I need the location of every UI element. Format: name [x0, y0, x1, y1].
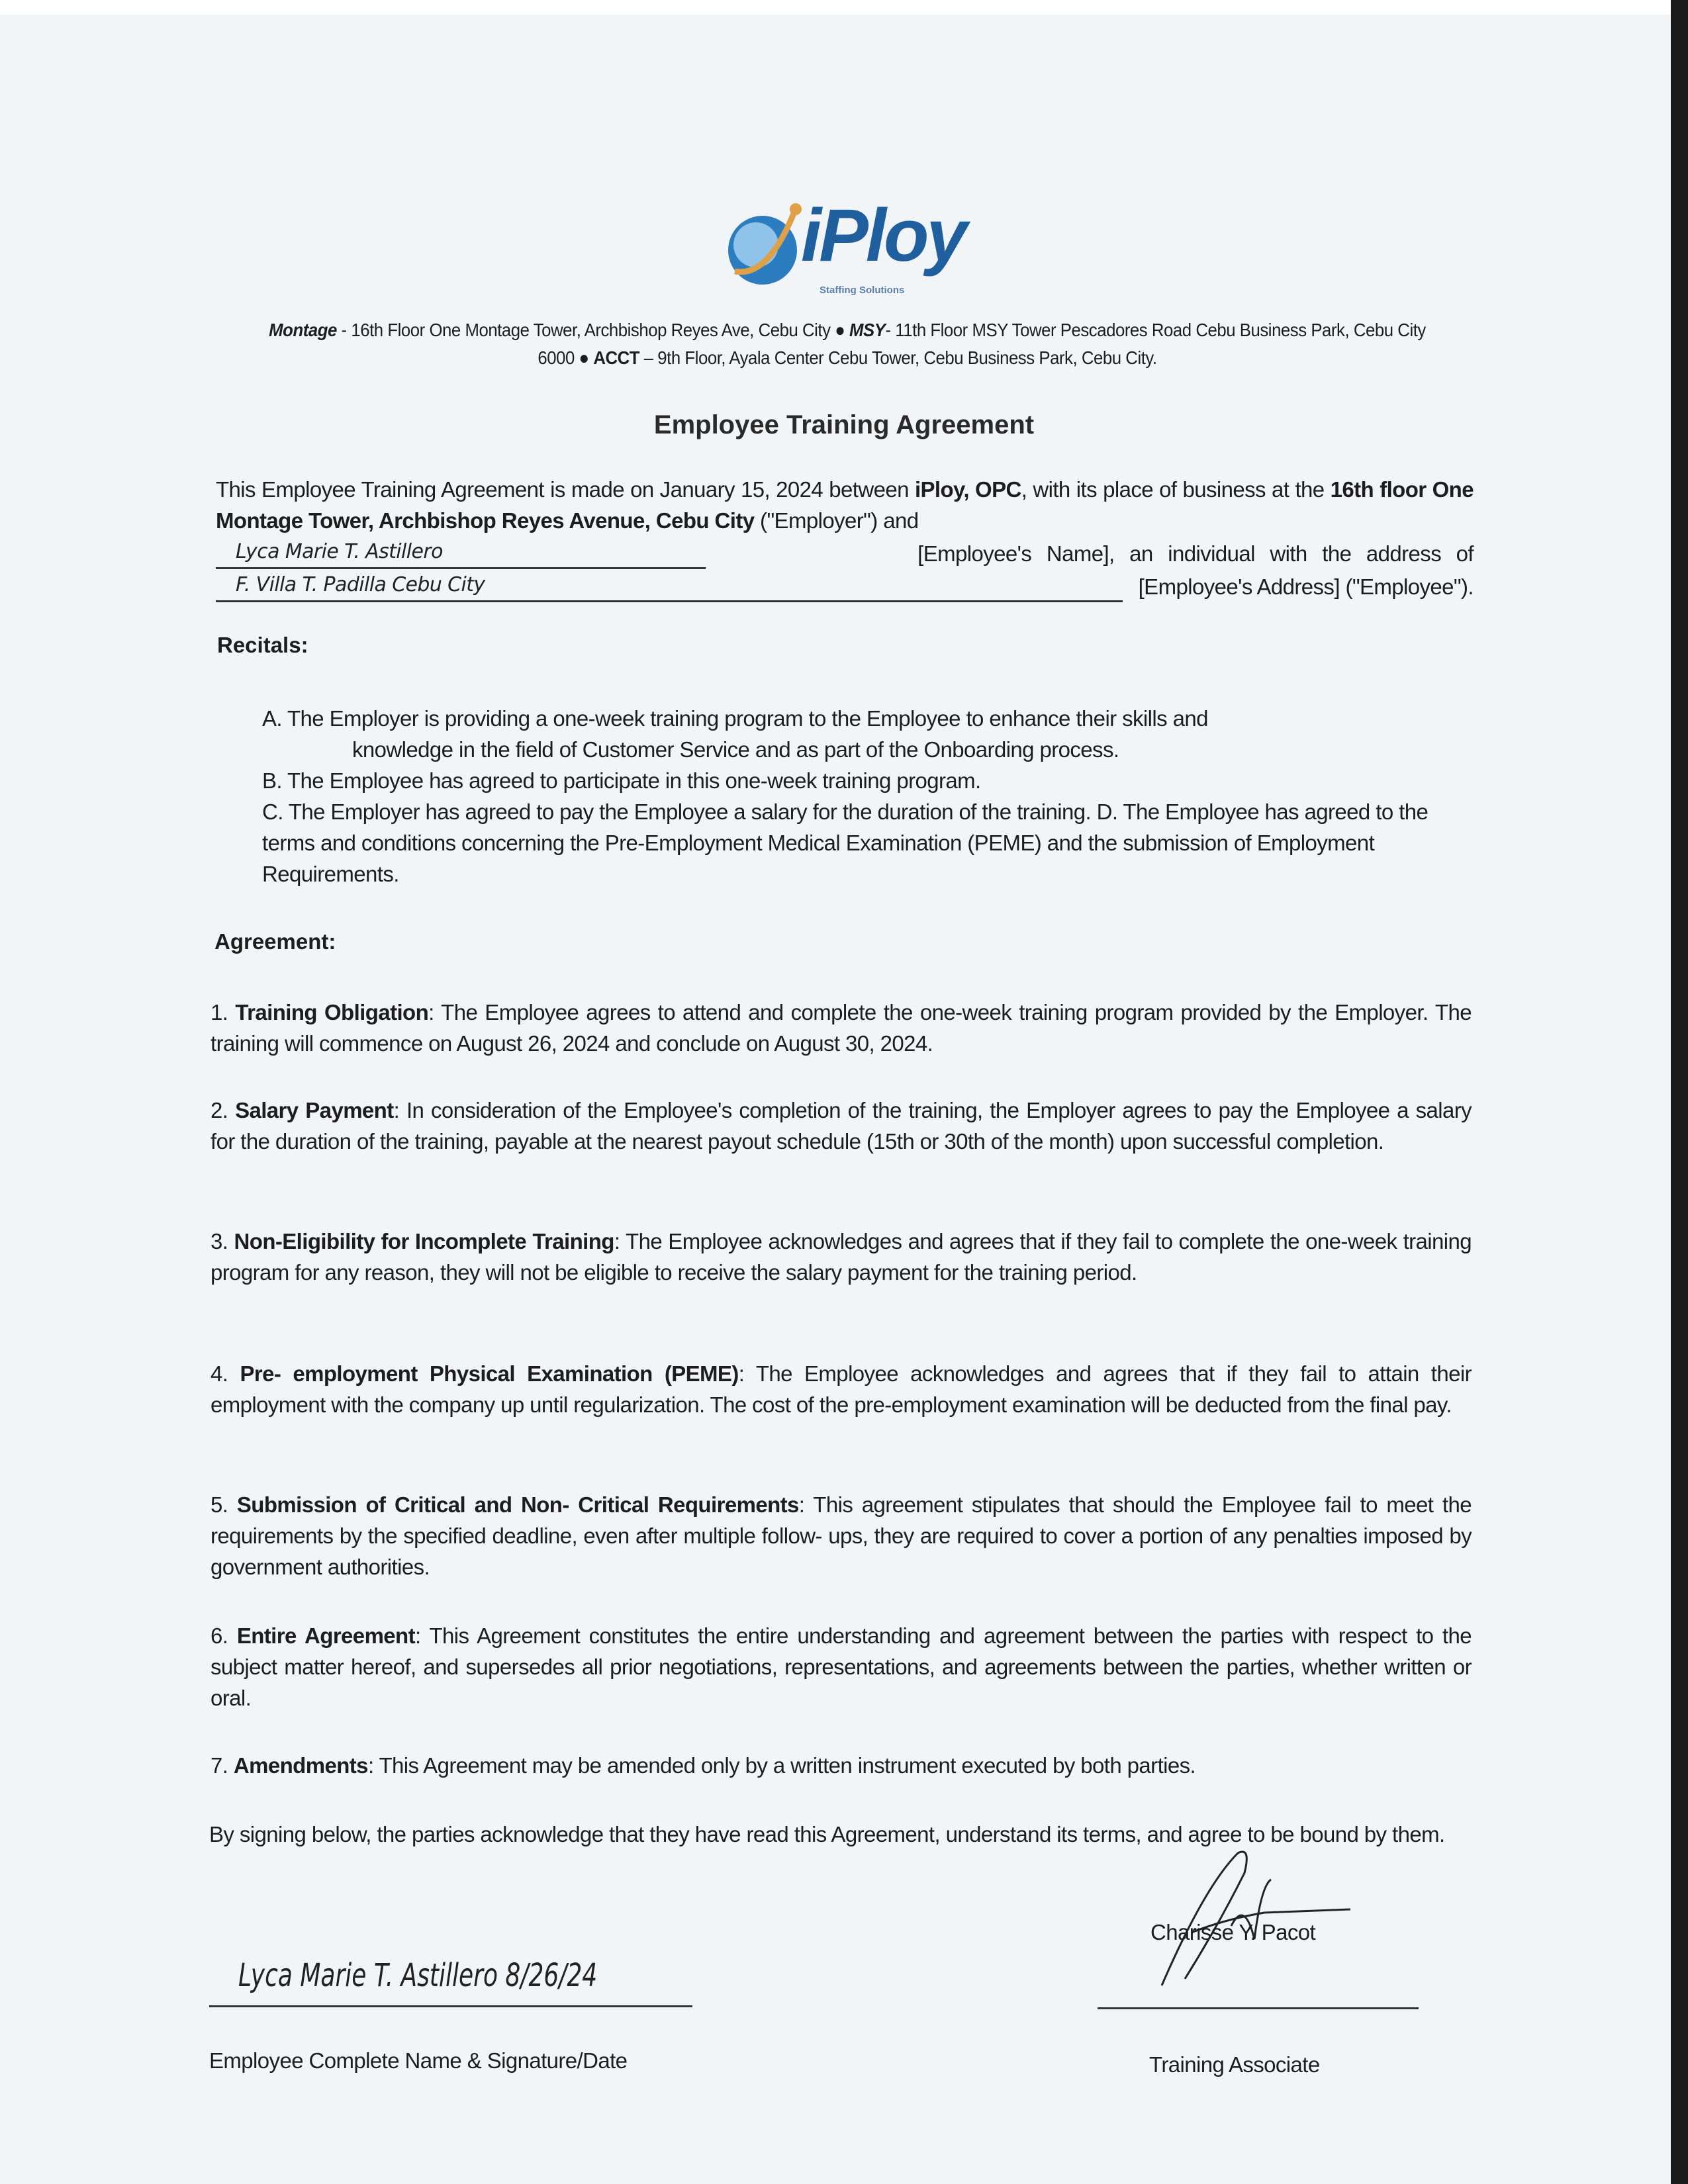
- acct-address: – 9th Floor, Ayala Center Cebu Tower, Cebu Business Park, Cebu City.: [639, 347, 1157, 368]
- intro-lead: [216, 474, 1474, 536]
- intro-text: [Employee's Name], an individual with the address of: [917, 541, 1474, 566]
- recital-c: C. The Employer has agreed to pay the Employee a salary for the duration of the training. D. The Employee has agreed to the terms and conditions concerning the Pre-Employment Medical Examination (PEME) and the submission of Employment Requirements.: [262, 799, 1429, 886]
- intro-paragraph: [216, 474, 1474, 602]
- agreement-item-6: [211, 1620, 1472, 1713]
- msy-address: - 11th Floor MSY Tower Pescadores Road Cebu Business Park, Cebu City 6000 ●: [538, 320, 1426, 368]
- agreement-text: Amendments: [233, 1753, 368, 1778]
- agreement-item-4: [211, 1358, 1472, 1420]
- acct-label: ACCT: [593, 347, 640, 368]
- agreement-text: : The Employee acknowledges and agrees that if they fail to complete the one-week training program for any reason, they will not be eligible to receive the salary payment for the training period.: [211, 1229, 1472, 1285]
- recital-a-cont: knowledge in the field of Customer Service and as part of the Onboarding process.: [352, 737, 1119, 762]
- agreement-heading: Agreement:: [214, 929, 336, 954]
- agreement-text: : This agreement stipulates that should the Employee fail to meet the requirements by the specified deadline, even after multiple follow- ups, they are required to cover a portion of any penalties imposed by government authorities.: [211, 1492, 1472, 1579]
- associate-name: Charisse Y. Pacot: [1150, 1920, 1316, 1944]
- agreement-text: : In consideration of the Employee's completion of the training, the Employer agrees to pay the Employee a salary for the duration of the training, payable at the nearest payout schedule (15th or 30th of the month) upon successful completion.: [211, 1098, 1472, 1154]
- associate-signature-line: [1098, 2007, 1419, 2009]
- agreement-text: 1.: [211, 1000, 236, 1024]
- montage-label: Montage: [269, 320, 337, 340]
- employer-name: iPloy, OPC: [914, 477, 1021, 502]
- agreement-item-3: [211, 1226, 1472, 1288]
- intro-text: This Employee Training Agreement is made on January 15, 2024 between: [216, 477, 915, 502]
- agreement-text: 2.: [211, 1098, 236, 1122]
- agreement-text: 6.: [211, 1623, 237, 1648]
- recitals-heading: Recitals:: [217, 633, 308, 657]
- agreement-text: Training Obligation: [235, 1000, 429, 1024]
- msy-label: MSY: [849, 320, 886, 340]
- agreement-text: : This Agreement may be amended only by a written instrument executed by both parties.: [367, 1753, 1196, 1778]
- iploy-logo: [722, 194, 1000, 308]
- agreement-text: : The Employee agrees to attend and complete the one-week training program provided by the Employer. The training will commence on August 26, 2024 and conclude on August 30, 2024.: [211, 1000, 1472, 1056]
- logo-wordmark: iPloy: [801, 194, 965, 277]
- globe-icon: [722, 199, 808, 298]
- document-title: Employee Training Agreement: [653, 410, 1035, 439]
- agreement-text: Non-Eligibility for Incomplete Training: [234, 1229, 614, 1253]
- employee-signature: Lyca Marie T. Astillero 8/26/24: [238, 1957, 598, 1994]
- agreement-text: Submission of Critical and Non- Critical Requirements: [236, 1492, 799, 1517]
- employee-signature-label: Employee Complete Name & Signature/Date: [209, 2048, 628, 2073]
- agreement-text: 7.: [211, 1753, 234, 1778]
- intro-text: ("Employer") and: [754, 508, 919, 533]
- agreement-item-5: [211, 1489, 1472, 1582]
- employee-signature-line: [209, 2005, 692, 2007]
- agreement-item-7: [211, 1750, 1472, 1781]
- agreement-text: 4.: [211, 1361, 240, 1386]
- recitals-list: [262, 703, 1467, 889]
- recital-b: B. The Employee has agreed to participate in this one-week training program.: [262, 768, 981, 793]
- scan-top-margin: [0, 0, 1688, 15]
- intro-text: , with its place of business at the: [1021, 477, 1331, 502]
- agreement-text: Pre- employment Physical Examination (PEME): [240, 1361, 739, 1386]
- recital-a: A. The Employer is providing a one-week training program to the Employee to enhance their skills and: [262, 706, 1208, 731]
- agreement-item-2: [211, 1095, 1472, 1157]
- employee-address-row: [216, 569, 1474, 602]
- employee-address-handwritten: F. Villa T. Padilla Cebu City: [216, 569, 1123, 602]
- associate-label: Training Associate: [1149, 2052, 1320, 2077]
- agreement-text: Salary Payment: [235, 1098, 394, 1122]
- agreement-item-1: [211, 997, 1472, 1059]
- closing-statement: By signing below, the parties acknowledge that they have read this Agreement, understand its terms, and agree to be bound by them.: [209, 1822, 1445, 1846]
- employer-location: 16th floor One Montage Tower, Archbishop Reyes Avenue, Cebu City: [216, 477, 1474, 533]
- agreement-text: : The Employee acknowledges and agrees that if they fail to attain their employment with the company up until regularization. The cost of the pre-employment examination will be deducted from the final pay.: [211, 1361, 1472, 1417]
- agreement-text: 3.: [211, 1229, 234, 1253]
- office-addresses: [269, 316, 1426, 372]
- employee-name-handwritten: Lyca Marie T. Astillero: [216, 536, 706, 569]
- intro-text: [Employee's Address] ("Employee").: [1138, 574, 1474, 599]
- montage-address: - 16th Floor One Montage Tower, Archbishop Reyes Ave, Cebu City ●: [336, 320, 850, 340]
- logo-tagline: Staffing Solutions: [820, 285, 905, 296]
- agreement-text: Entire Agreement: [236, 1623, 416, 1648]
- scan-edge: [1671, 0, 1688, 2184]
- agreement-text: : This Agreement constitutes the entire understanding and agreement between the parties with respect to the subject matter hereof, and supersedes all prior negotiations, representations, and agreements between the parties, whether written or oral.: [211, 1623, 1472, 1710]
- employee-name-row: [216, 536, 1474, 569]
- agreement-text: 5.: [211, 1492, 237, 1517]
